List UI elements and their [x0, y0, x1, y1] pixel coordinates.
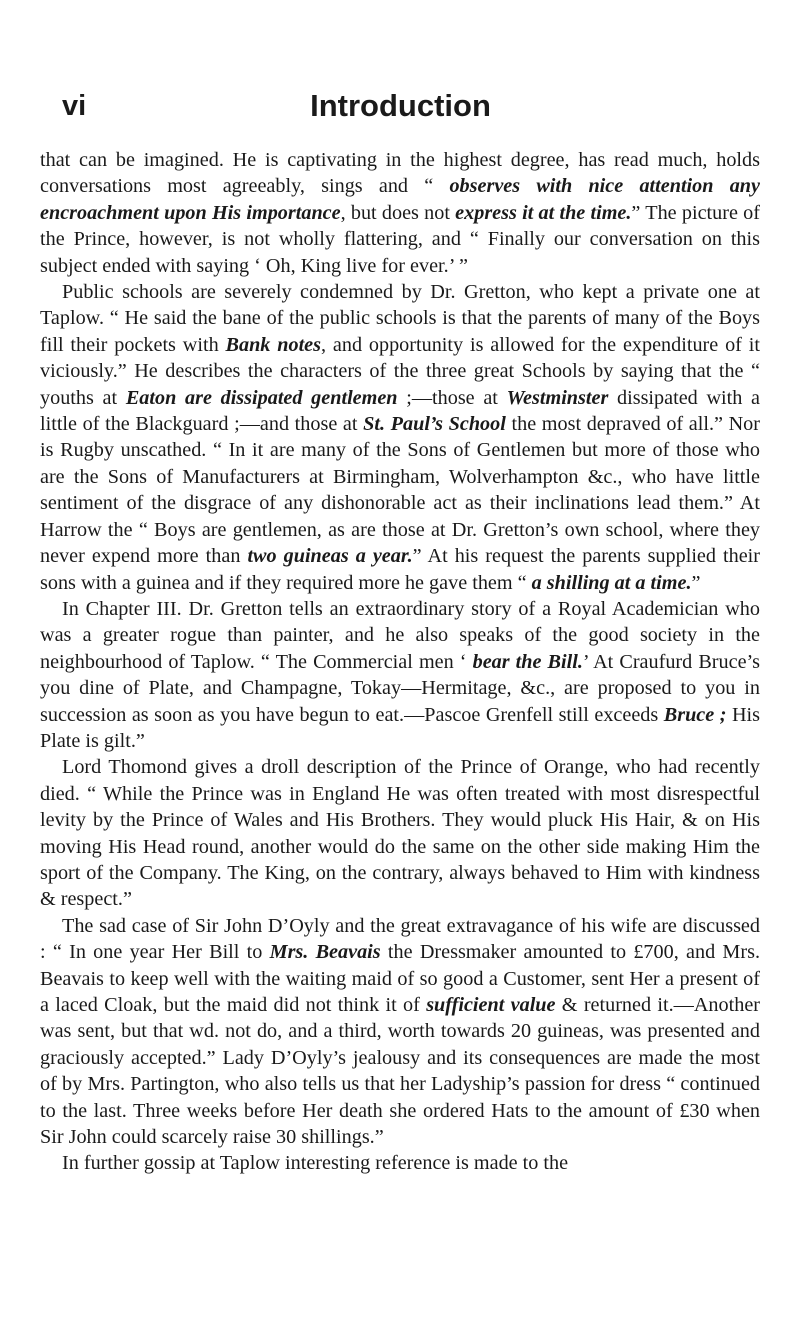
- emphasized-text: bear the Bill.: [472, 650, 583, 673]
- emphasized-text: St. Paul’s School: [363, 413, 506, 436]
- text-run: the Dressmaker amounted to £700, and Mrs. Beavais to keep well with the waiting maid of so good a Customer, sent Her a present of a laced Cloak, but the maid did not think it of: [40, 941, 761, 1016]
- paragraph: [40, 596, 760, 754]
- emphasized-text: Bruce ;: [663, 703, 727, 726]
- text-run: His Plate is gilt.”: [40, 703, 760, 752]
- paragraph: [40, 1150, 760, 1176]
- emphasized-text: Eaton are dissipated gentlemen: [125, 386, 398, 409]
- text-run: ;—those at: [397, 386, 507, 409]
- page-header: [0, 84, 801, 128]
- text-run: & returned it.—Another was sent, but that wd. not do, and a third, worth towards 20 guineas, was presented and graciously accepted.” Lady D’Oyly’s jealousy and its consequences are made the most of by Mrs. Partington, who also tells us that her Ladyship’s passion for dress “ continued to the last. Three weeks before Her death she ordered Hats to the amount of £30 when Sir John could scarcely raise 30 shillings.”: [40, 994, 760, 1149]
- page-number: vi: [62, 90, 87, 122]
- emphasized-text: two guineas a year.: [247, 545, 413, 568]
- text-run: that can be imagined. He is captivating in the highest degree, has read much, holds conversations most agreeably, sings and “: [40, 149, 760, 198]
- paragraph: [40, 913, 760, 1151]
- text-run: ”: [691, 571, 701, 594]
- body-text: [40, 147, 760, 1177]
- paragraph: [40, 279, 760, 596]
- emphasized-text: Bank notes: [225, 333, 321, 356]
- emphasized-text: sufficient value: [426, 994, 556, 1016]
- emphasized-text: Westminster: [506, 386, 609, 409]
- text-run: In further gossip at Taplow interesting reference is made to the: [62, 1152, 569, 1175]
- text-run: Public schools are severely condemned by Dr. Gretton, who kept a private one at Taplow. “ He said the bane of the public schools is that the parents of many of the Boys fill their pockets with: [40, 281, 760, 356]
- running-title: Introduction: [310, 88, 491, 123]
- emphasized-text: Mrs. Beavais: [269, 941, 381, 964]
- text-run: , but does not: [340, 201, 456, 224]
- emphasized-text: observes with nice attention any encroachment upon His importance: [40, 175, 760, 224]
- text-run: ’ At Craufurd Bruce’s you dine of Plate, and Champagne, Tokay—Hermitage, &c., are proposed to you in succession as soon as you have begun to eat.—Pascoe Grenfell still exceeds: [40, 650, 760, 726]
- paragraph: [40, 147, 760, 279]
- text-run: Lord Thomond gives a droll description of the Prince of Orange, who had recently died. “ While the Prince was in England He was often treated with most disrespectful levity by the Prince of Wales and His Brothers. They would pluck His Hair, & on His moving His Head round, another would do the same on the other side making Him the sport of the Company. The King, on the contrary, always behaved to Him with kindness & respect.”: [40, 756, 760, 911]
- paragraph: [40, 754, 760, 912]
- emphasized-text: express it at the time.: [455, 201, 632, 224]
- text-run: The sad case of Sir John D’Oyly and the great extravagance of his wife are discussed : “ In one year Her Bill to: [40, 914, 760, 964]
- text-run: ” At his request the parents supplied their sons with a guinea and if they required more he gave them “: [40, 545, 760, 594]
- text-run: ” The picture of the Prince, however, is not wholly flattering, and “ Finally our conversation on this subject ended with saying ‘ Oh, King live for ever.’ ”: [40, 201, 760, 277]
- text-run: In Chapter III. Dr. Gretton tells an extraordinary story of a Royal Academician who was a greater rogue than painter, and he also speaks of the good society in the neighbourhood of Taplow. “ The Commercial men ‘: [40, 597, 760, 673]
- text-run: dissipated with a little of the Blackguard ;—and those at: [40, 386, 760, 436]
- text-run: , and opportunity is allowed for the expenditure of it viciously.” He describes the characters of the three great Schools by saying that the “ youths at: [40, 333, 760, 409]
- text-run: the most depraved of all.” Nor is Rugby unscathed. “ In it are many of the Sons of Gentlemen but more of those who are the Sons of Manufacturers at Birmingham, Wolverhampton &c., who have little sentiment of the disgrace of any dishonorable act as their inclinations lead them.” At Harrow the “ Boys are gentlemen, as are those at Dr. Gretton’s own school, where they never expend more than: [40, 413, 760, 568]
- emphasized-text: a shilling at a time.: [531, 571, 692, 594]
